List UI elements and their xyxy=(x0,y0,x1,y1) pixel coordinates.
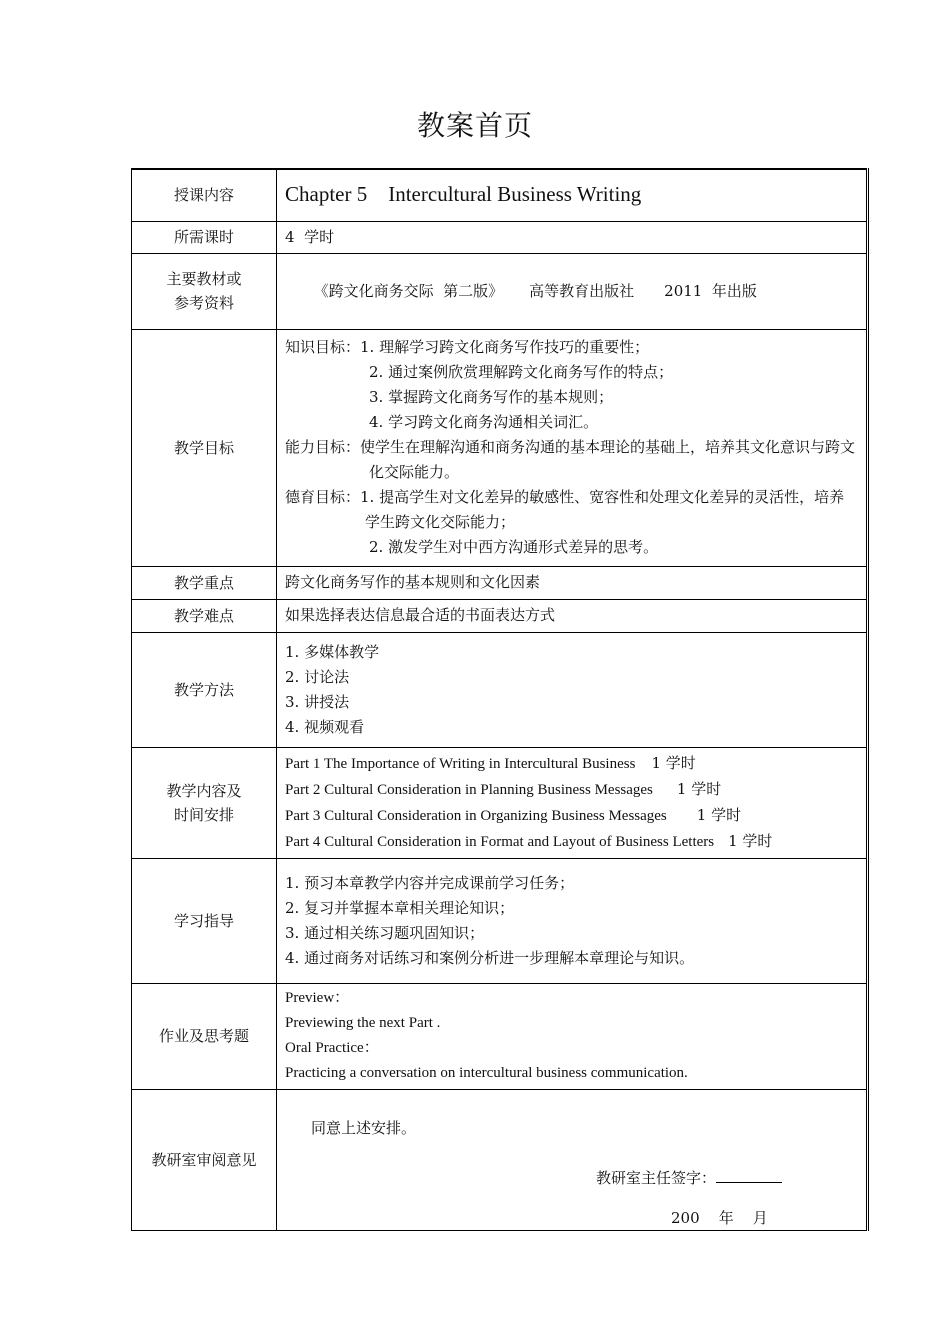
homework-label: 作业及思考题 xyxy=(132,983,277,1089)
method-item: 3. 讲授法 xyxy=(285,692,350,711)
schedule-label: 教学内容及 时间安排 xyxy=(132,747,277,858)
row-content xyxy=(132,169,868,221)
ability-objective: 能力目标：使学生在理解沟通和商务沟通的基本理论的基础上，培养其文化意识与跨文化交际能力。 xyxy=(285,438,856,481)
homework-item: Practicing a conversation on intercultural business communication. xyxy=(285,1065,688,1081)
schedule-item: Part 4 Cultural Consideration in Format and Layout of Business Letters 1 学时 xyxy=(285,831,773,850)
key-points-label: 教学重点 xyxy=(132,566,277,599)
hours-label: 所需课时 xyxy=(132,221,277,253)
homework-item: Previewing the next Part . xyxy=(285,1015,441,1031)
materials-publisher: 高等教育出版社 xyxy=(529,281,635,300)
schedule-item: Part 2 Cultural Consideration in Planning Business Messages 1 学时 xyxy=(285,779,722,798)
moral-item: 1. 提高学生对文化差异的敏感性、宽容性和处理文化差异的灵活性，培养学生跨文化交际能力； xyxy=(360,488,845,531)
lesson-plan-table xyxy=(131,168,869,1231)
review-agree-text: 同意上述安排。 xyxy=(311,1118,417,1137)
methods-label: 教学方法 xyxy=(132,632,277,747)
homework-item: Preview： xyxy=(285,990,350,1006)
materials-year: 2011 年出版 xyxy=(664,281,757,300)
content-label: 授课内容 xyxy=(132,169,277,221)
objectives-label: 教学目标 xyxy=(132,329,277,566)
moral-item: 2. 激发学生对中西方沟通形式差异的思考。 xyxy=(369,538,659,556)
page-title: 教案首页 xyxy=(416,109,533,142)
schedule-item: Part 1 The Importance of Writing in Intercultural Business 1 学时 xyxy=(285,753,696,772)
guidance-item: 2. 复习并掌握本章相关理论知识； xyxy=(285,898,515,917)
key-points-value: 跨文化商务写作的基本规则和文化因素 xyxy=(277,566,868,599)
review-sign-label: 教研室主任签字： xyxy=(596,1168,717,1187)
row-schedule xyxy=(132,747,868,858)
guidance-item: 1. 预习本章教学内容并完成课前学习任务； xyxy=(285,873,575,892)
hours-value: 4 学时 xyxy=(277,221,868,253)
guidance-item: 4. 通过商务对话练习和案例分析进一步理解本章理论与知识。 xyxy=(285,948,695,967)
row-difficulties xyxy=(132,599,868,632)
review-label: 教研室审阅意见 xyxy=(132,1089,277,1230)
row-review xyxy=(132,1089,868,1230)
difficulties-value: 如果选择表达信息最合适的书面表达方式 xyxy=(277,599,868,632)
knowledge-item: 4. 学习跨文化商务沟通相关词汇。 xyxy=(369,413,599,431)
row-homework xyxy=(132,983,868,1089)
row-guidance xyxy=(132,858,868,983)
knowledge-item: 2. 通过案例欣赏理解跨文化商务写作的特点； xyxy=(369,363,674,381)
knowledge-prefix: 知识目标： xyxy=(285,338,361,356)
review-date: 200 年 月 xyxy=(671,1208,768,1227)
moral-prefix: 德育目标： xyxy=(285,488,361,506)
row-key-points xyxy=(132,566,868,599)
signature-line xyxy=(716,1168,782,1183)
method-item: 4. 视频观看 xyxy=(285,717,365,736)
homework-item: Oral Practice： xyxy=(285,1040,379,1056)
method-item: 1. 多媒体教学 xyxy=(285,642,380,661)
materials-book: 《跨文化商务交际 第二版》 xyxy=(313,281,504,300)
method-item: 2. 讨论法 xyxy=(285,667,350,686)
knowledge-item: 3. 掌握跨文化商务写作的基本规则； xyxy=(369,388,614,406)
guidance-label: 学习指导 xyxy=(132,858,277,983)
schedule-item: Part 3 Cultural Consideration in Organizing Business Messages 1 学时 xyxy=(285,805,742,824)
row-methods xyxy=(132,632,868,747)
difficulties-label: 教学难点 xyxy=(132,599,277,632)
row-materials xyxy=(132,253,868,329)
materials-label: 主要教材或 参考资料 xyxy=(132,253,277,329)
row-hours xyxy=(132,221,868,253)
knowledge-item: 1. 理解学习跨文化商务写作技巧的重要性； xyxy=(360,338,650,356)
guidance-item: 3. 通过相关练习题巩固知识； xyxy=(285,923,485,942)
row-objectives xyxy=(132,329,868,566)
content-value: Chapter 5 Intercultural Business Writing xyxy=(285,181,642,206)
